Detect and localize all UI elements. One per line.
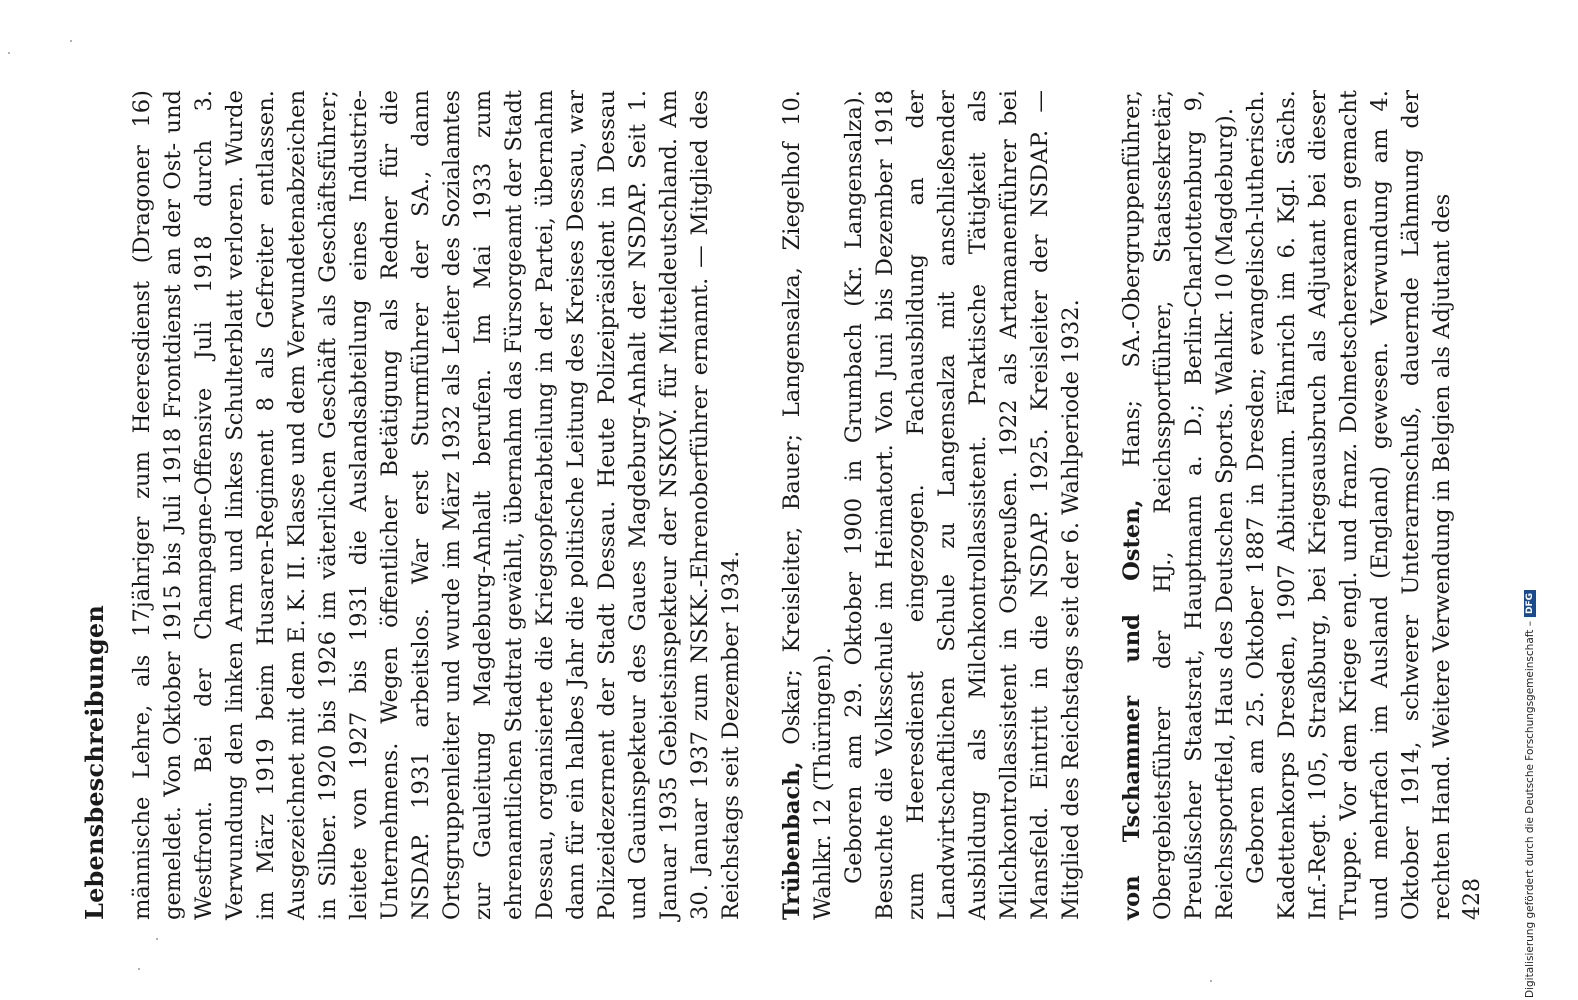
entry-header xyxy=(1117,90,1241,920)
entry-header xyxy=(777,90,839,920)
entry-body: Geboren am 25. Oktober 1887 in Dresden; evangelisch-lutherisch. Kadettenkorps Dresden, 1907 Abiturium. Fähnrich im 6. Kgl. Sächs. Inf.-Regt. 105, Straßburg, bei Kriegsausbruch als Adjutant bei dieser Truppe. Vor dem Kriege engl. und franz. Dolmetscherexamen gemacht und mehrfach im Ausland (England) gewesen. Verwundung am 4. Oktober 1914, schwerer Unterarmschuß, dauernde Lähmung der rechten Hand. Weitere Verwendung in Belgien als Adjutant des xyxy=(1243,90,1455,920)
dfg-logo: DFG xyxy=(1524,590,1536,617)
entry-tschammer-und-osten xyxy=(1117,90,1458,920)
page-number: 428 xyxy=(1460,878,1485,920)
scan-speck xyxy=(70,40,72,42)
running-head: Lebensbeschreibungen xyxy=(80,605,109,920)
continuation-paragraph: männische Lehre, als 17jähriger zum Heeresdienst (Dragoner 16) gemeldet. Von Oktober 1915 bis Juli 1918 Frontdienst an der Ost- und Westfront. Bei der Champagne-Offensive Juli 1918 durch 3. Verwundung den linken Arm und linkes Schulterblatt verloren. Wurde im März 1919 beim Husaren-Regiment 8 als Gefreiter entlassen. Ausgezeichnet mit dem E. K. II. Klasse und dem Verwundetenabzeichen in Silber. 1920 bis 1926 im väterlichen Geschäft als Geschäftsführer; leitete von 1927 bis 1931 die Auslandsabteilung eines Industrie-Unternehmens. Wegen öffentlicher Betätigung als Redner für die NSDAP. 1931 arbeitslos. War erst Sturmführer der SA., dann Ortsgruppenleiter und wurde im März 1932 als Leiter des Sozialamtes zur Gauleitung Magdeburg-Anhalt berufen. Im Mai 1933 zum ehrenamtlichen Stadtrat gewählt, übernahm das Fürsorgeamt der Stadt Dessau, organisierte die Kriegsopferabteilung in der Partei, übernahm dann für ein halbes Jahr die politische Leitung des Kreises Dessau, war Polizeidezernent der Stadt Dessau. Heute Polizeipräsident in Dessau und Gauinspekteur des Gaues Magdeburg-Anhalt der NSDAP. Seit 1. Januar 1935 Gebietsinspekteur der NSKOV. für Mitteldeutschland. Am 30. Januar 1937 zum NSKK.-Ehrenoberführer ernannt. — Mitglied des Reichstags seit Dezember 1934. xyxy=(129,90,744,920)
digitization-note-text: Digitalisierung gefördert durch die Deutsche Forschungsgemeinschaft – xyxy=(1524,621,1536,998)
entry-name: Trübenbach, xyxy=(779,761,805,920)
page-content xyxy=(80,90,1458,920)
entry-body: Geboren am 29. Oktober 1900 in Grumbach (Kr. Langensalza). Besuchte die Volksschule im Heimatort. Von Juni bis Dezember 1918 zum Heeresdienst eingezogen. Fachausbildung an der Landwirtschaftlichen Schule zu Langensalza mit anschließender Ausbildung als Milchkontrollassistent. Praktische Tätigkeit als Milchkontrollassistent in Ostpreußen. 1922 als Artamanenführer bei Mansfeld. Eintritt in die NSDAP. 1925. Kreisleiter der NSDAP. — Mitglied des Reichstags seit der 6. Wahlperiode 1932. xyxy=(841,90,1084,920)
scan-speck xyxy=(156,938,158,940)
scan-speck xyxy=(138,968,140,970)
entry-truebenbach xyxy=(777,90,1087,920)
digitization-note xyxy=(1524,2,1536,998)
scan-speck xyxy=(8,52,10,54)
entry-name: von Tschammer und Osten, xyxy=(1119,499,1145,920)
scan-speck xyxy=(1210,980,1212,982)
entry-header-rest: Hans; SA.-Obergruppenführer, Obergebietsführer der HJ., Reichssportführer, Staatssekretär, Preußischer Staatsrat, Hauptmann a. D.; Berlin-Charlottenburg 9, Reichssportfeld, Haus des Deutschen Sports. Wahlkr. 10 (Magdeburg). xyxy=(1119,90,1238,920)
entry-header-rest: Oskar; Kreisleiter, Bauer; Langensalza, Ziegelhof 10. Wahlkr. 12 (Thüringen). xyxy=(779,90,836,920)
